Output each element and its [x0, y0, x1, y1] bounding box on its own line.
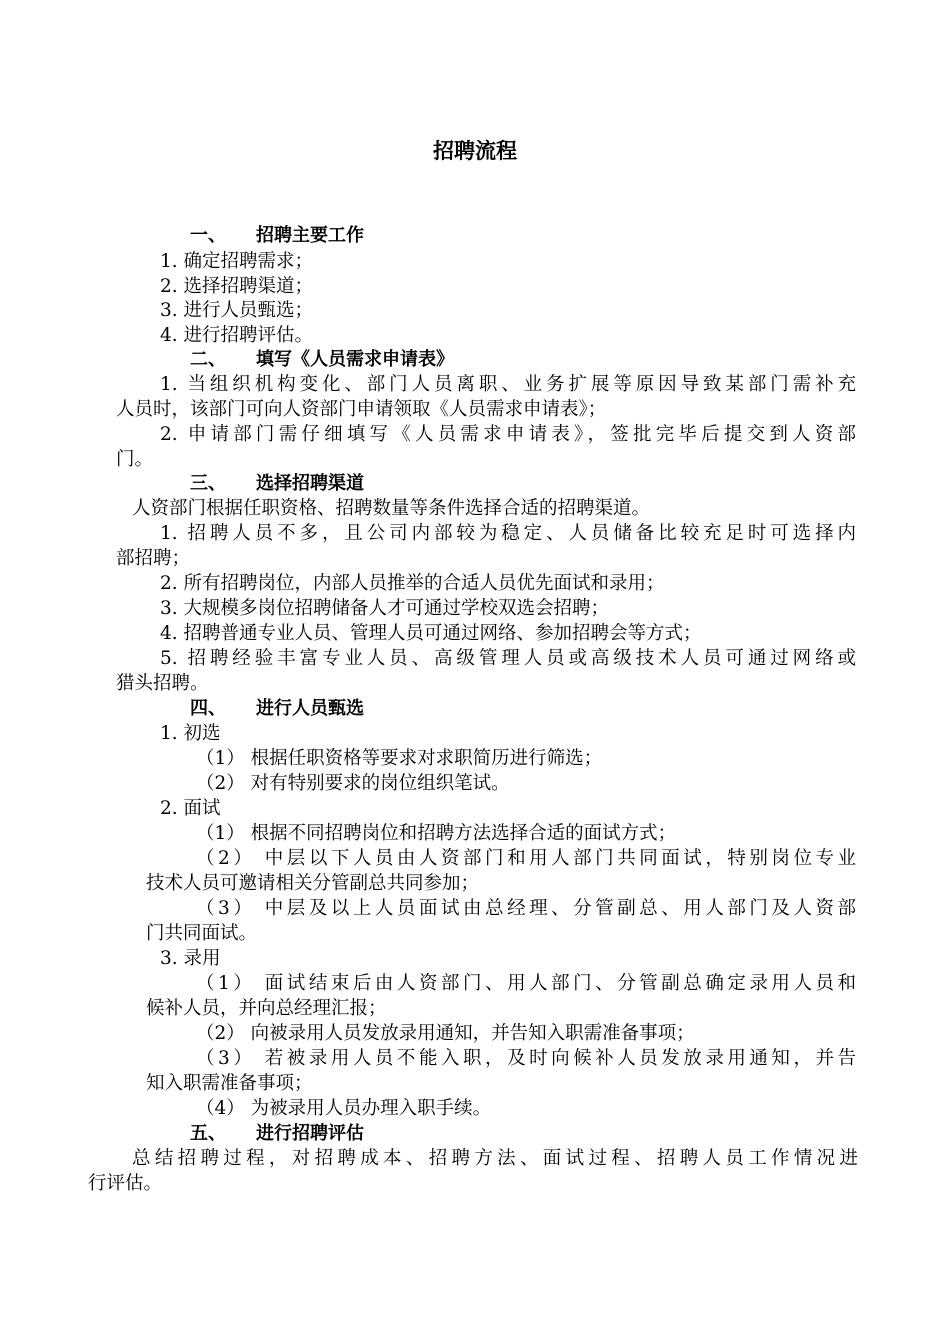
section-4-sub-3-item-3-line-2: 知入职需准备事项； [146, 1073, 313, 1094]
section-3-item-1-line-2: 部招聘； [116, 548, 191, 569]
section-5-para-line-1: 总结招聘过程，对招聘成本、招聘方法、面试过程、招聘人员工作情况进 [132, 1148, 858, 1169]
section-5-number: 五、 [190, 1123, 226, 1144]
section-4-sub-3-item-3-line-1: （3） 若被录用人员不能入职，及时向候补人员发放录用通知，并告 [196, 1048, 856, 1069]
section-1-heading [190, 224, 364, 248]
section-5-heading [190, 1122, 364, 1146]
section-4-sub-3: 3. 录用 [160, 948, 221, 969]
section-3-item-2: 2. 所有招聘岗位，内部人员推举的合适人员优先面试和录用； [160, 573, 665, 594]
section-3-item-4: 4. 招聘普通专业人员、管理人员可通过网络、参加招聘会等方式； [160, 623, 702, 644]
section-2-number: 二、 [190, 349, 226, 370]
section-1-item-4: 4. 进行招聘评估。 [160, 325, 314, 346]
section-3-title: 选择招聘渠道 [256, 473, 364, 494]
section-1-item-3: 3. 进行人员甄选； [160, 300, 314, 321]
section-4-sub-2-item-1: （1） 根据不同招聘岗位和招聘方法选择合适的面试方式； [196, 823, 677, 844]
section-4-sub-3-item-1-line-1: （1） 面试结束后由人资部门、用人部门、分管副总确定录用人员和 [196, 973, 856, 994]
section-4-sub-3-item-1-line-2: 候补人员，并向总经理汇报； [146, 998, 387, 1019]
section-4-sub-1-item-1: （1） 根据任职资格等要求对求职简历进行筛选； [196, 748, 603, 769]
section-1-item-1: 1. 确定招聘需求； [160, 251, 314, 272]
section-2-title: 填写《人员需求申请表》 [256, 349, 454, 370]
section-3-heading [190, 472, 364, 496]
section-1-number: 一、 [190, 225, 226, 246]
section-4-sub-3-item-2: （2） 向被录用人员发放录用通知，并告知入职需准备事项； [196, 1023, 695, 1044]
section-2-heading [190, 348, 454, 372]
section-2-para-1-line-2: 人员时，该部门可向人资部门申请领取《人员需求申请表》； [116, 399, 607, 420]
section-5-title: 进行招聘评估 [256, 1123, 364, 1144]
section-4-sub-1-item-2: （2） 对有特别要求的岗位组织笔试。 [196, 773, 510, 794]
document-title: 招聘流程 [433, 139, 517, 163]
section-4-sub-2: 2. 面试 [160, 798, 221, 819]
section-2-para-1-line-1: 1. 当组织机构变化、部门人员离职、业务扩展等原因导致某部门需补充 [160, 374, 856, 395]
section-1-title: 招聘主要工作 [256, 225, 364, 246]
section-4-sub-2-item-2-line-1: （2） 中层以下人员由人资部门和用人部门共同面试，特别岗位专业 [196, 848, 856, 869]
section-4-sub-2-item-2-line-2: 技术人员可邀请相关分管副总共同参加； [146, 873, 480, 894]
section-3-number: 三、 [190, 473, 226, 494]
section-4-title: 进行人员甄选 [256, 698, 364, 719]
section-3-item-5-line-1: 5. 招聘经验丰富专业人员、高级管理人员或高级技术人员可通过网络或 [160, 648, 856, 669]
section-3-item-1-line-1: 1. 招聘人员不多，且公司内部较为稳定、人员储备比较充足时可选择内 [160, 523, 856, 544]
section-2-para-2-line-2: 门。 [116, 449, 154, 470]
section-3-item-5-line-2: 猎头招聘。 [116, 673, 209, 694]
section-2-para-2-line-1: 2. 申请部门需仔细填写《人员需求申请表》，签批完毕后提交到人资部 [160, 424, 856, 445]
section-1-item-2: 2. 选择招聘渠道； [160, 276, 314, 297]
section-4-sub-1: 1. 初选 [160, 723, 221, 744]
section-4-number: 四、 [190, 698, 226, 719]
section-3-intro: 人资部门根据任职资格、招聘数量等条件选择合适的招聘渠道。 [132, 498, 651, 519]
section-5-para-line-2: 行评估。 [88, 1173, 163, 1194]
section-3-item-3: 3. 大规模多岗位招聘储备人才可通过学校双选会招聘； [160, 598, 610, 619]
section-4-sub-3-item-4: （4） 为被录用人员办理入职手续。 [196, 1098, 492, 1119]
section-4-heading [190, 697, 364, 721]
section-4-sub-2-item-3-line-2: 门共同面试。 [146, 923, 258, 944]
section-4-sub-2-item-3-line-1: （3） 中层及以上人员面试由总经理、分管副总、用人部门及人资部 [196, 898, 856, 919]
